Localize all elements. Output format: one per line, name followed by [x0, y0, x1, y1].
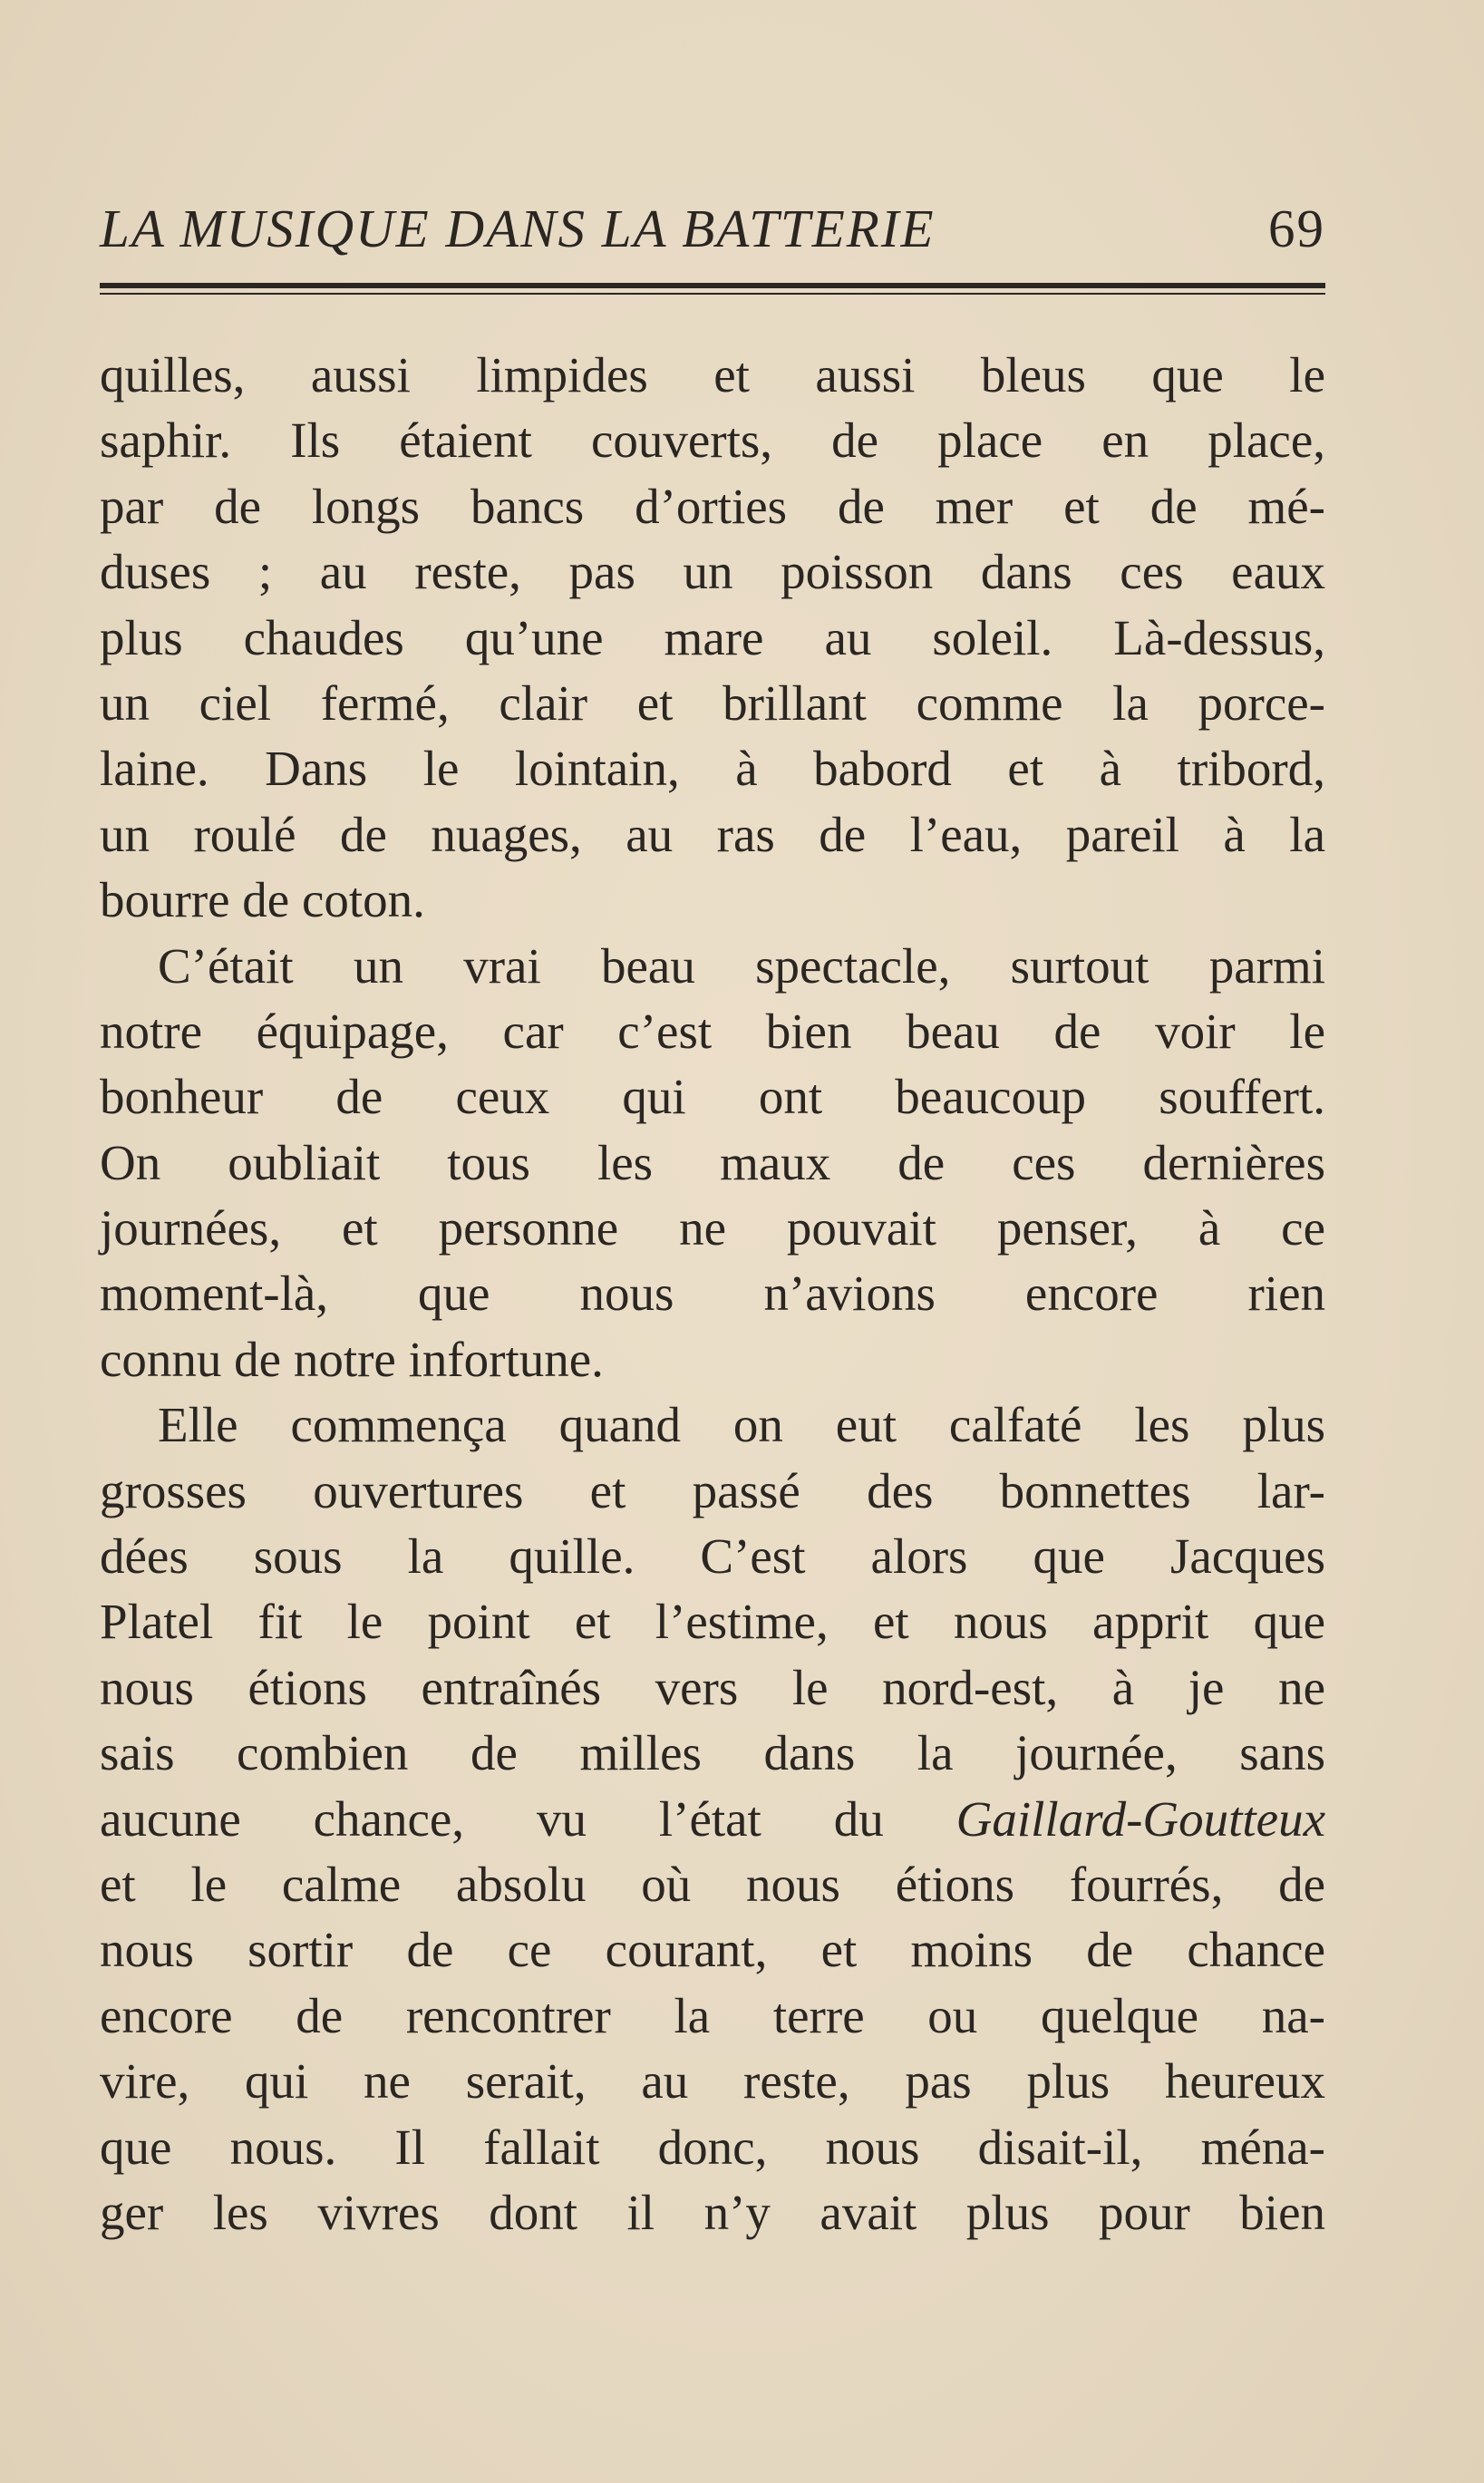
- text-line: un roulé de nuages, au ras de l’eau, pareil à la: [100, 806, 1325, 862]
- text-line: moment-là, que nous n’avions encore rien: [100, 1266, 1325, 1322]
- body-text: [100, 343, 1325, 2245]
- text-line: laine. Dans le lointain, à babord et à tribord,: [100, 741, 1325, 797]
- text-line: journées, et personne ne pouvait penser, à ce: [100, 1200, 1325, 1256]
- header-rule-thin: [100, 293, 1325, 295]
- header-rule-thick: [100, 283, 1325, 288]
- text-line: quilles, aussi limpides et aussi bleus que le: [100, 347, 1325, 403]
- text-line: grosses ouvertures et passé des bonnettes lar-: [100, 1462, 1325, 1518]
- text-line-with-ship-name: [100, 1787, 1325, 1852]
- text-line: bonheur de ceux qui ont beaucoup souffert.: [100, 1069, 1325, 1125]
- text-line: ger les vivres dont il n’y avait plus pour bien: [100, 2184, 1325, 2240]
- text-line: encore de rencontrer la terre ou quelque na-: [100, 1987, 1325, 2043]
- text-line: C’était un vrai beau spectacle, surtout parmi: [158, 937, 1325, 994]
- text-line: Platel fit le point et l’estime, et nous apprit que: [100, 1594, 1325, 1650]
- text-line: dées sous la quille. C’est alors que Jacques: [100, 1528, 1325, 1585]
- text-line: et le calme absolu où nous étions fourrés, de: [100, 1856, 1325, 1912]
- running-head: [100, 198, 1325, 261]
- chapter-title: LA MUSIQUE DANS LA BATTERIE: [100, 199, 936, 258]
- text-line: bourre de coton.: [100, 872, 425, 928]
- text-segment: aucune chance, vu l’état du: [100, 1790, 884, 1847]
- text-line: que nous. Il fallait donc, nous disait-il, ména-: [100, 2119, 1325, 2175]
- text-line: un ciel fermé, clair et brillant comme la porce-: [100, 674, 1325, 731]
- text-line: saphir. Ils étaient couverts, de place en place,: [100, 412, 1325, 469]
- text-line: nous étions entraînés vers le nord-est, à je ne: [100, 1659, 1325, 1715]
- text-line: plus chaudes qu’une mare au soleil. Là-dessus,: [100, 609, 1325, 665]
- text-line: nous sortir de ce courant, et moins de chance: [100, 1922, 1325, 1978]
- page-number: 69: [1268, 199, 1325, 258]
- text-line: par de longs bancs d’orties de mer et de mé-: [100, 478, 1325, 534]
- text-line: Elle commença quand on eut calfaté les plus: [158, 1397, 1325, 1453]
- text-line: connu de notre infortune.: [100, 1331, 604, 1387]
- text-line: On oubliait tous les maux de ces dernières: [100, 1134, 1325, 1190]
- text-line: duses ; au reste, pas un poisson dans ces eaux: [100, 544, 1325, 600]
- text-line: sais combien de milles dans la journée, sans: [100, 1725, 1325, 1781]
- text-line: vire, qui ne serait, au reste, pas plus heureux: [100, 2053, 1325, 2110]
- text-line: notre équipage, car c’est bien beau de voir le: [100, 1003, 1325, 1059]
- ship-name: Gaillard-Goutteux: [955, 1790, 1325, 1847]
